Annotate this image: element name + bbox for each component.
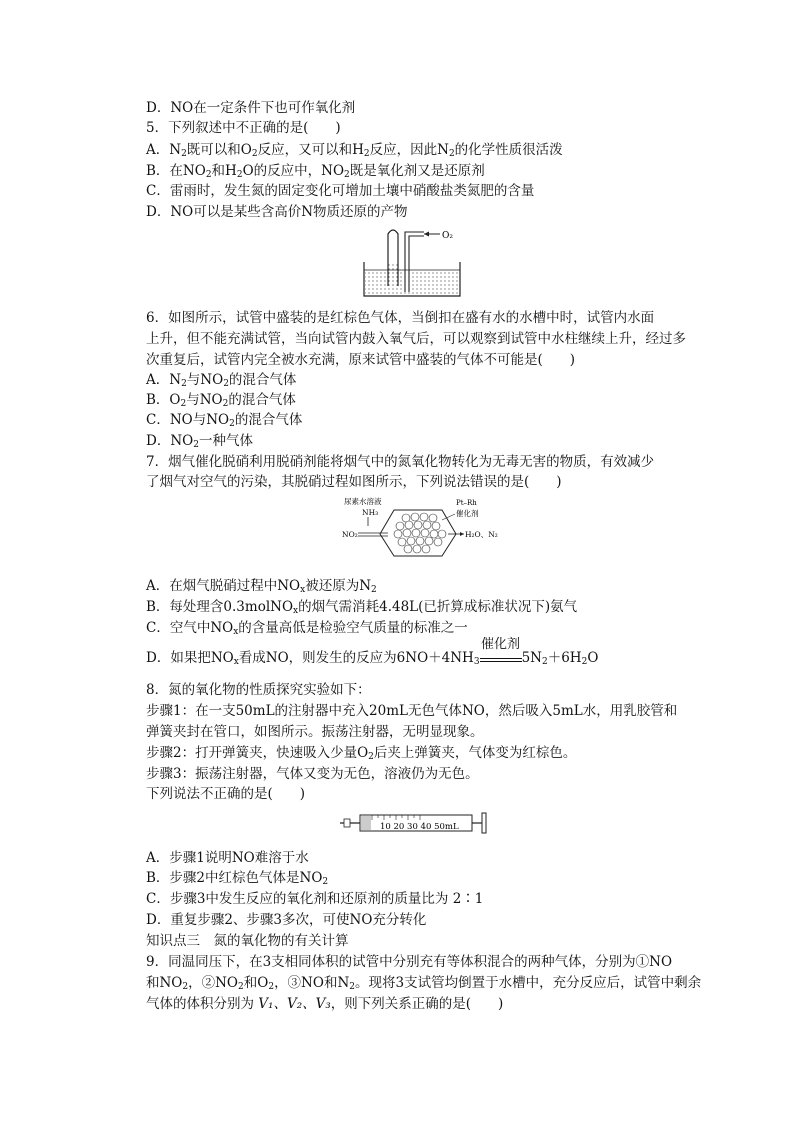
q4-option-d: D．NO在一定条件下也可作氧化剂 bbox=[146, 100, 356, 116]
q6-stem-line2: 上升，但不能充满试管，当向试管内鼓入氧气后，可以观察到试管中水柱继续上升，经过多 bbox=[146, 331, 686, 347]
q6-option-d: D．$NO_2$一种气体 bbox=[146, 433, 253, 450]
q8-option-a: A．步骤1说明NO难溶于水 bbox=[146, 850, 309, 866]
q7-option-a: A．在烟气脱硝过程中$NO_x$被还原为$N_2$ bbox=[146, 578, 377, 595]
q5-option-d: D．NO可以是某些含高价N物质还原的产物 bbox=[146, 204, 408, 220]
volume-variables: V₁、V₂、V₃ bbox=[258, 996, 331, 1012]
q7-stem-line1: 7．烟气催化脱硝利用脱硝剂能将烟气中的氮氧化物转化为无毒无害的物质，有效减少 bbox=[146, 454, 655, 470]
q6-option-a: A．$N_2$与$NO_2$的混合气体 bbox=[146, 372, 297, 389]
q8-step1-line1: 步骤1：在一支50mL的注射器中充入20mL无色气体NO，然后吸入5mL水，用乳胶管和 bbox=[146, 703, 678, 719]
urea-label: 尿素水溶液 bbox=[344, 497, 382, 506]
products-label: H₂O、N₂ bbox=[465, 530, 498, 539]
q9-stem-line1: 9．同温同压下，在3支相同体积的试管中分别充有等体积混合的两种气体，分别为①NO bbox=[146, 954, 673, 970]
catalyst-label: 催化剂 bbox=[456, 509, 479, 518]
q8-stem: 8．氮的氧化物的性质探究实验如下： bbox=[146, 682, 371, 698]
q5-option-a: A．$N_2$既可以和$O_2$反应，又可以和$H_2$反应，因此$N_2$的化学性质很活泼 bbox=[146, 142, 563, 159]
q9-stem-line3: 气体的体积分别为 V₁、V₂、V₃，则下列关系正确的是( ) bbox=[146, 996, 504, 1012]
q5-option-c: C．雷雨时，发生氮的固定变化可增加土壤中硝酸盐类氮肥的含量 bbox=[146, 183, 535, 199]
q8-question: 下列说法不正确的是( ) bbox=[146, 786, 306, 802]
q6-option-b: B．$O_2$与$NO_2$的混合气体 bbox=[146, 392, 296, 409]
q7-option-c: C．空气中$NO_x$的含量高低是检验空气质量的标准之一 bbox=[146, 620, 468, 637]
q6-stem-line1: 6．如图所示，试管中盛装的是红棕色气体，当倒扣在盛有水的水槽中时，试管内水面 bbox=[146, 310, 655, 326]
q9-stem-line2: 和$NO_2$，$②NO_2$和$O_2$，③NO和$N_2$。现将3支试管均倒置于水槽中，充分反应后，试管中剩余 bbox=[146, 975, 702, 992]
q5-stem: 5．下列叙述中不正确的是( ) bbox=[146, 120, 341, 136]
no2-label: NO₂ bbox=[342, 530, 358, 539]
q6-option-c: C．NO与$NO_2$的混合气体 bbox=[146, 412, 303, 429]
q7-figure-reactor bbox=[338, 494, 498, 558]
q5-option-b: B．在$NO_2$和$H_2O$的反应中，$NO_2$既是氧化剂又是还原剂 bbox=[146, 163, 485, 180]
q8-step3: 步骤3：振荡注射器，气体又变为无色，溶液仍为无色。 bbox=[146, 766, 479, 782]
q8-option-d: D．重复步骤2、步骤3多次，可使NO充分转化 bbox=[146, 912, 427, 928]
q6-stem-line3: 次重复后，试管内完全被水充满，原来试管中盛装的气体不可能是( ) bbox=[146, 352, 576, 368]
nh3-label: NH₃ bbox=[362, 508, 379, 517]
o2-label: O₂ bbox=[442, 231, 453, 241]
q7-option-d: D．如果把$NO_x$看成NO，则发生的反应为$6NO+4NH_3$ 催化剂 $5N_2+6H_2O$ bbox=[146, 637, 599, 667]
q6-figure-trough bbox=[360, 224, 470, 300]
section-heading-kp3: 知识点三 氮的氧化物的有关计算 bbox=[146, 933, 349, 949]
syringe-scale: 10 20 30 40 50mL bbox=[380, 822, 459, 832]
q8-figure-syringe bbox=[338, 810, 490, 836]
catalyst-arrow: 催化剂 bbox=[480, 650, 522, 662]
q8-option-b: B．步骤2中红棕色气体是$NO_2$ bbox=[146, 870, 329, 887]
q7-stem-line2: 了烟气对空气的污染，其脱硝过程如图所示，下列说法错误的是( ) bbox=[146, 474, 562, 490]
ptrh-label: Pt–Rh bbox=[456, 499, 477, 507]
q8-option-c: C．步骤3中发生反应的氧化剂和还原剂的质量比为 2∶1 bbox=[146, 891, 484, 907]
q8-step1-line2: 弹簧夹封在管口，如图所示。振荡注射器，无明显现象。 bbox=[146, 724, 484, 740]
q7-option-b: B．每处理含0.3molNO$_x$的烟气需消耗4.48L(已折算成标准状况下)氨气 bbox=[146, 599, 578, 616]
q8-step2: 步骤2：打开弹簧夹，快速吸入少量$O_2$后夹上弹簧夹，气体变为红棕色。 bbox=[146, 745, 577, 762]
